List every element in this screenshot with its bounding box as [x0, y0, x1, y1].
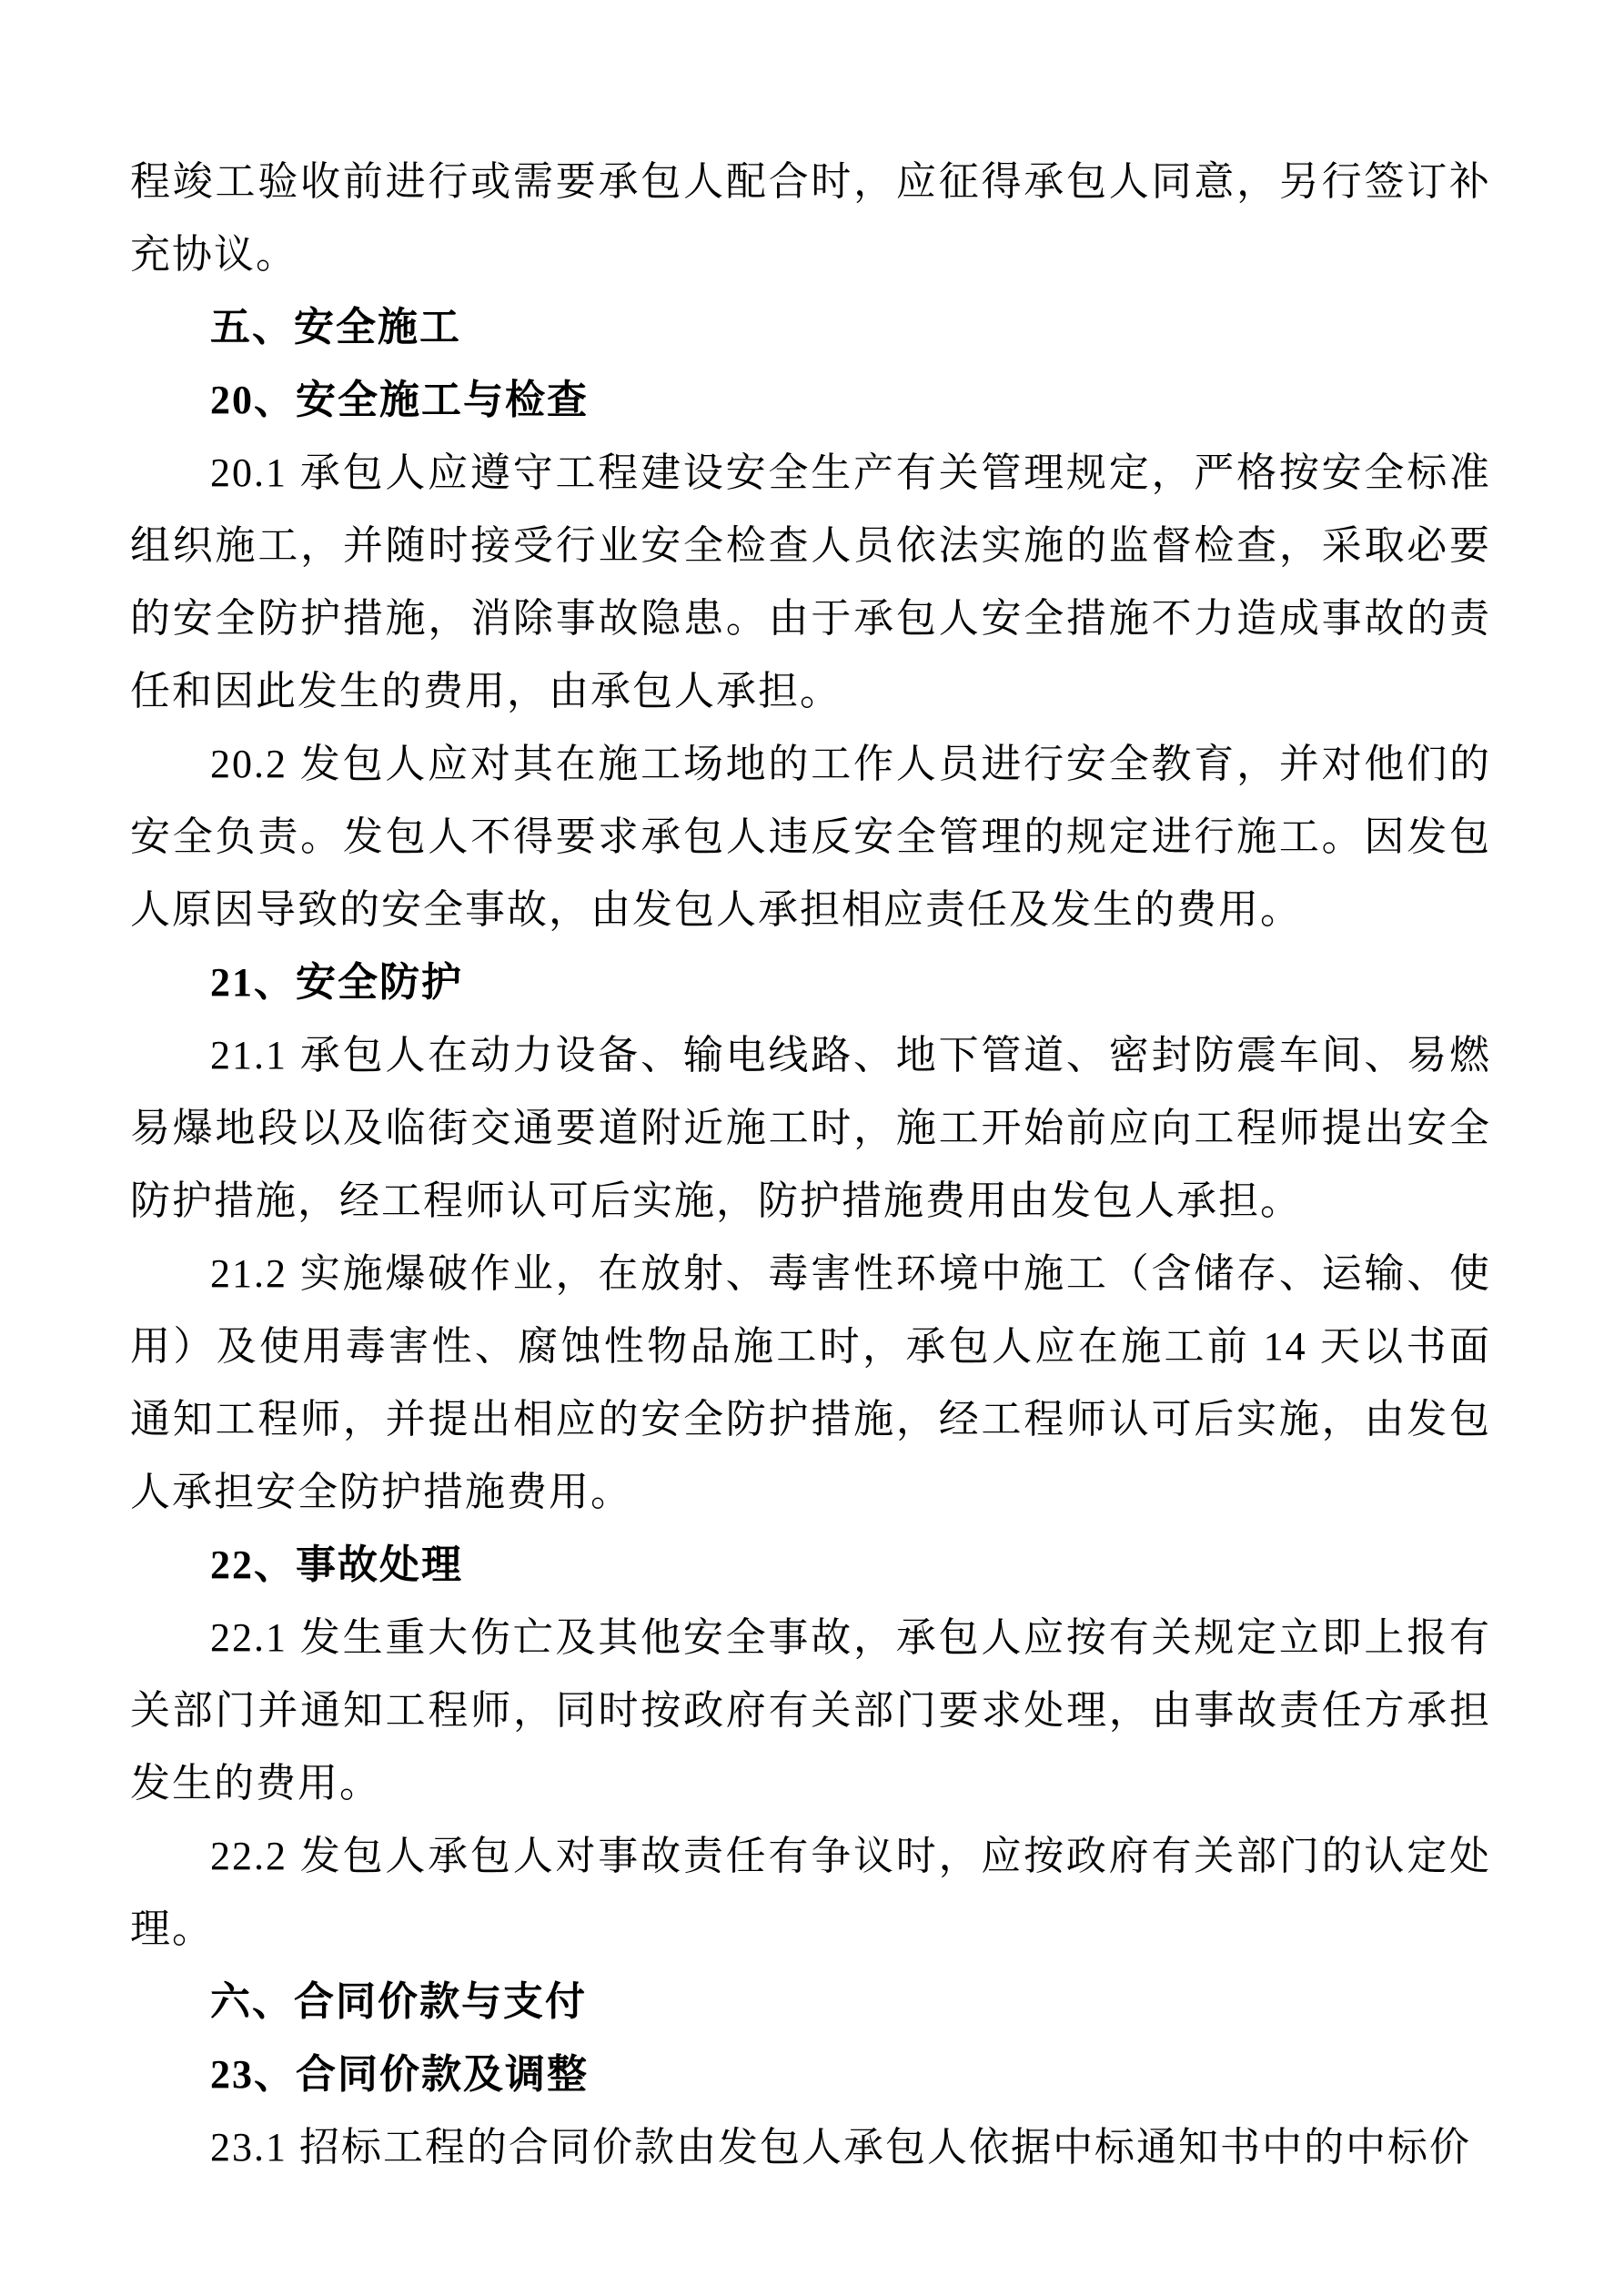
- clause-heading-21-safety-protection: 21、安全防护: [210, 960, 463, 1005]
- paragraph-clause-22-2: 22.2 发包人承包人对事故责任有争议时，应按政府有关部门的认定处理。: [130, 1834, 1491, 1951]
- paragraph-clause-21-2: 21.2 实施爆破作业，在放射、毒害性环境中施工（含储存、运输、使用）及使用毒害性、腐蚀性物品施工时，承包人应在施工前 14 天以书面通知工程师，并提出相应的安全防护措施，经工程师认可后实施，由发包人承担安全防护措施费用。: [130, 1251, 1491, 1514]
- document-body: [130, 146, 1491, 2184]
- section-heading-6-contract-price-payment: 六、合同价款与支付: [210, 1979, 587, 2024]
- section-heading-5-safety-construction: 五、安全施工: [210, 305, 461, 349]
- paragraph-clause-21-1: 21.1 承包人在动力设备、输电线路、地下管道、密封防震车间、易燃易爆地段以及临街交通要道附近施工时，施工开始前应向工程师提出安全防护措施，经工程师认可后实施，防护措施费用由发包人承担。: [130, 1033, 1491, 1223]
- paragraph-clause-20-2: 20.2 发包人应对其在施工场地的工作人员进行安全教育，并对他们的安全负责。发包人不得要求承包人违反安全管理的规定进行施工。因发包人原因导致的安全事故，由发包人承担相应责任及发生的费用。: [130, 742, 1491, 932]
- clause-heading-20-safety-construction-inspection: 20、安全施工与检查: [210, 378, 589, 422]
- paragraph-clause-22-1: 22.1 发生重大伤亡及其他安全事故，承包人应按有关规定立即上报有关部门并通知工程师，同时按政府有关部门要求处理，由事故责任方承担发生的费用。: [130, 1615, 1491, 1805]
- clause-heading-22-accident-handling: 22、事故处理: [210, 1542, 463, 1587]
- paragraph-clause-23-1: 23.1 招标工程的合同价款由发包人承包人依据中标通知书中的中标价: [210, 2125, 1471, 2170]
- paragraph-continuation: 程竣工验收前进行或需要承包人配合时，应征得承包人同意，另行签订补充协议。: [130, 159, 1491, 277]
- paragraph-clause-20-1: 20.1 承包人应遵守工程建设安全生产有关管理规定，严格按安全标准组织施工，并随时接受行业安全检查人员依法实施的监督检查，采取必要的安全防护措施，消除事故隐患。由于承包人安全措施不力造成事故的责任和因此发生的费用，由承包人承担。: [130, 450, 1491, 713]
- clause-heading-23-contract-price-adjustment: 23、合同价款及调整: [210, 2052, 589, 2097]
